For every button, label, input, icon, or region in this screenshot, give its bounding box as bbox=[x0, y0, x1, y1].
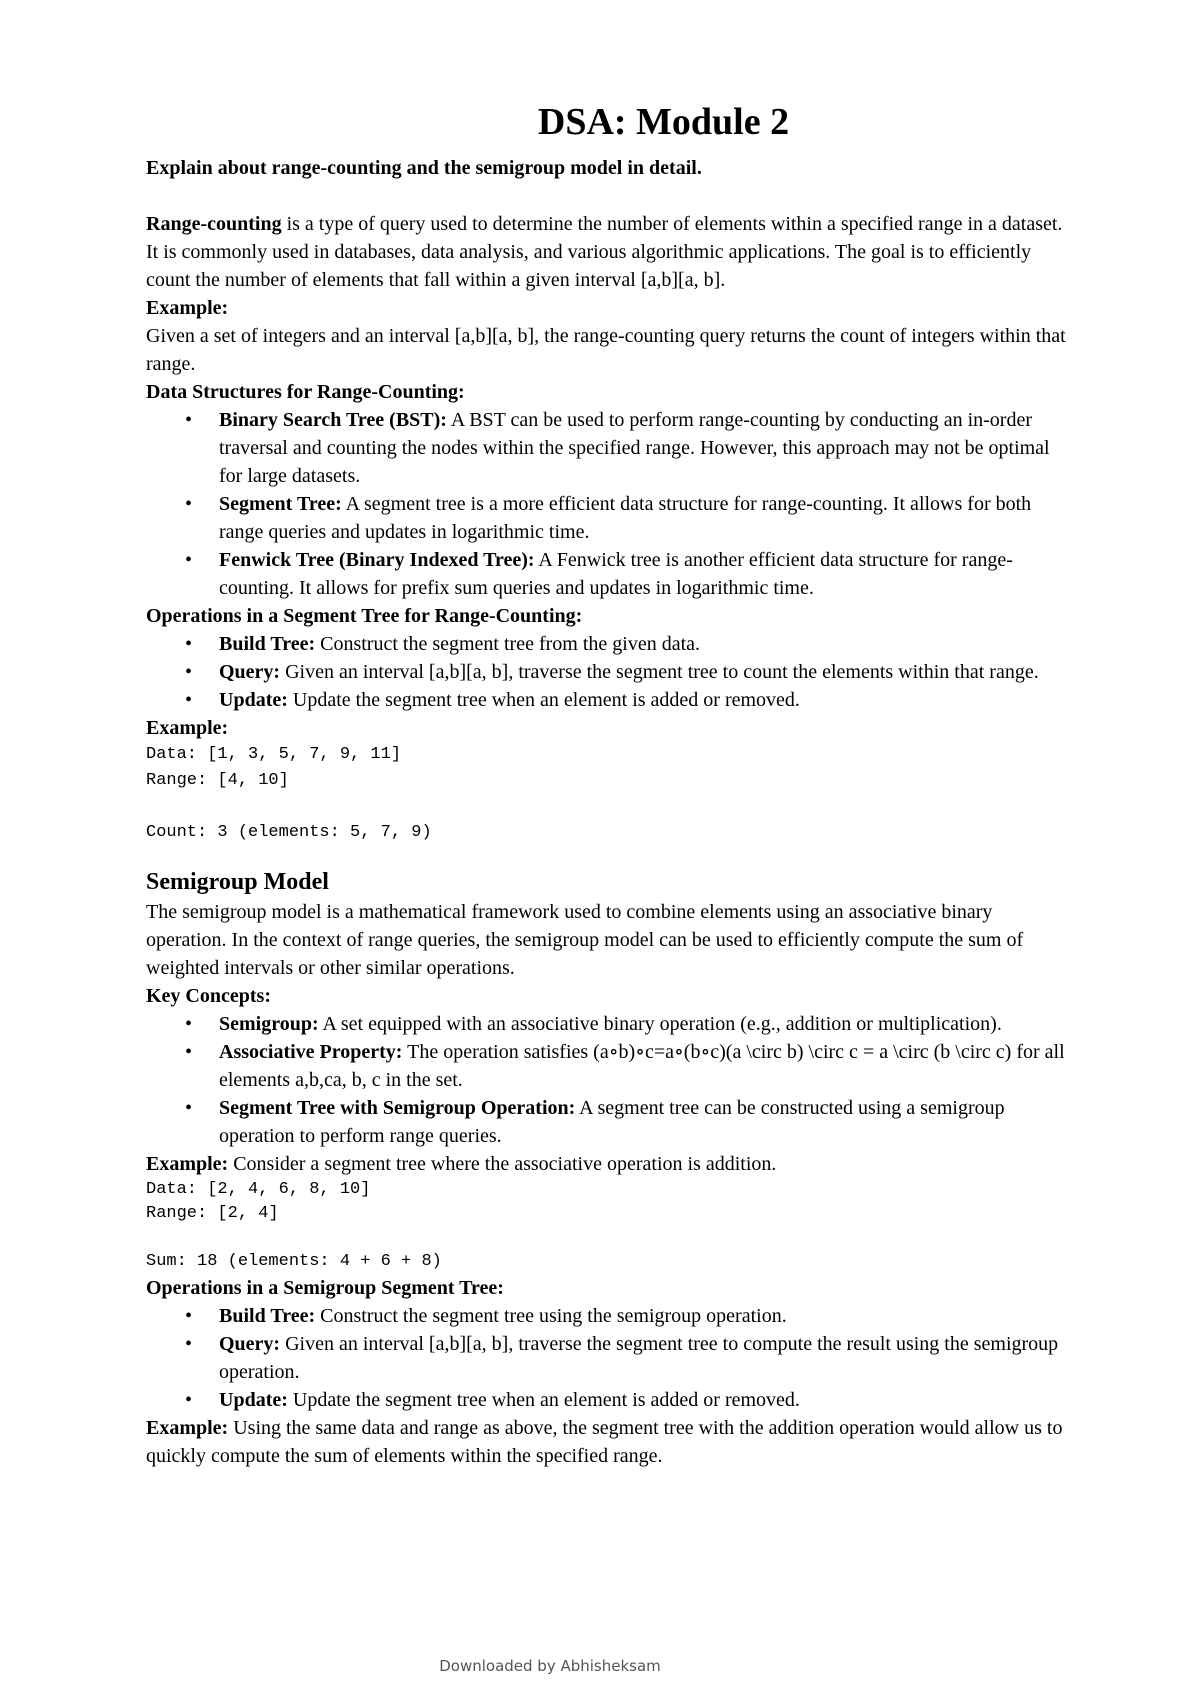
sgops-list bbox=[146, 1302, 1076, 1414]
footer-text: Downloaded by Abhisheksam bbox=[439, 1657, 661, 1675]
code-line: Range: [2, 4] bbox=[146, 1204, 279, 1223]
key-heading: Key Concepts: bbox=[146, 985, 271, 1007]
item-text: Construct the segment tree from the given data. bbox=[315, 633, 701, 655]
ops-heading: Operations in a Segment Tree for Range-Counting: bbox=[146, 605, 583, 627]
item-term: Build Tree: bbox=[219, 1305, 316, 1327]
example4-paragraph bbox=[146, 1414, 1076, 1470]
list-item bbox=[219, 1010, 1076, 1038]
list-item bbox=[219, 490, 1076, 546]
item-term: Build Tree: bbox=[219, 633, 316, 655]
code-line bbox=[146, 1226, 1076, 1250]
list-item bbox=[219, 1386, 1076, 1414]
download-footer bbox=[0, 1657, 1200, 1675]
semigroup-paragraph: The semigroup model is a mathematical framework used to combine elements using an associative binary operation. In the context of range queries, the semigroup model can be used to efficiently compute the sum of weighted intervals or other similar operations. bbox=[146, 901, 1024, 979]
ds-heading: Data Structures for Range-Counting: bbox=[146, 381, 465, 403]
item-text: A set equipped with an associative binary operation (e.g., addition or multiplication). bbox=[318, 1013, 1002, 1035]
list-item bbox=[219, 630, 1076, 658]
intro-term: Range-counting bbox=[146, 213, 282, 235]
list-item bbox=[219, 1038, 1076, 1094]
ops-list bbox=[146, 630, 1076, 714]
example2-label: Example: bbox=[146, 717, 229, 739]
example3-label: Example: bbox=[146, 1153, 229, 1175]
example1-text: Given a set of integers and an interval [a,b][a, b], the range-counting query returns the count of integers within that range. bbox=[146, 325, 1066, 375]
item-text: A BST can be used to perform range-counting by conducting an in-order traversal and counting the nodes within the specified range. However, this approach may not be optimal for large datasets. bbox=[219, 409, 1050, 487]
list-item bbox=[219, 658, 1076, 686]
item-text: Update the segment tree when an element is added or removed. bbox=[287, 1389, 800, 1411]
item-text: A segment tree is a more efficient data structure for range-counting. It allows for both range queries and updates in logarithmic time. bbox=[219, 493, 1032, 543]
question-heading: Explain about range-counting and the semigroup model in detail. bbox=[146, 157, 702, 179]
list-item bbox=[219, 406, 1076, 490]
example4-text: Using the same data and range as above, the segment tree with the addition operation would allow us to quickly compute the sum of elements within the specified range. bbox=[146, 1417, 1063, 1467]
item-term: Binary Search Tree (BST): bbox=[219, 409, 447, 431]
semigroup-heading: Semigroup Model bbox=[146, 869, 329, 895]
list-item bbox=[219, 1330, 1076, 1386]
item-text: Update the segment tree when an element is added or removed. bbox=[287, 689, 800, 711]
code-line: Count: 3 (elements: 5, 7, 9) bbox=[146, 823, 432, 842]
item-term: Fenwick Tree (Binary Indexed Tree): bbox=[219, 549, 535, 571]
code-line bbox=[146, 794, 1076, 820]
sgops-heading: Operations in a Semigroup Segment Tree: bbox=[146, 1277, 504, 1299]
key-list bbox=[146, 1010, 1076, 1150]
item-term: Query: bbox=[219, 661, 281, 683]
code-line: Data: [2, 4, 6, 8, 10] bbox=[146, 1180, 371, 1199]
example1-label: Example: bbox=[146, 297, 229, 319]
item-term: Segment Tree: bbox=[219, 493, 342, 515]
example3-text: Consider a segment tree where the associative operation is addition. bbox=[228, 1153, 777, 1175]
item-text: Given an interval [a,b][a, b], traverse the segment tree to count the elements within that range. bbox=[280, 661, 1039, 683]
item-term: Update: bbox=[219, 689, 288, 711]
item-text: A segment tree can be constructed using a semigroup operation to perform range queries. bbox=[219, 1097, 1005, 1147]
code-block-2 bbox=[146, 1178, 1076, 1274]
item-term: Segment Tree with Semigroup Operation: bbox=[219, 1097, 576, 1119]
list-item bbox=[219, 546, 1076, 602]
item-text: A Fenwick tree is another efficient data structure for range-counting. It allows for prefix sum queries and updates in logarithmic time. bbox=[219, 549, 1013, 599]
list-item bbox=[219, 1302, 1076, 1330]
item-text: Given an interval [a,b][a, b], traverse the segment tree to compute the result using the semigroup operation. bbox=[219, 1333, 1059, 1383]
list-item bbox=[219, 1094, 1076, 1150]
page-title: DSA: Module 2 bbox=[537, 101, 790, 143]
code-line: Range: [4, 10] bbox=[146, 771, 289, 790]
example4-label: Example: bbox=[146, 1417, 229, 1439]
item-text: Construct the segment tree using the semigroup operation. bbox=[315, 1305, 787, 1327]
list-item bbox=[219, 686, 1076, 714]
item-text: The operation satisfies (a∘b)∘c=a∘(b∘c)(a \circ b) \circ c = a \circ (b \circ c) for all elements a,b,ca, b, c in the set. bbox=[219, 1041, 1065, 1091]
item-term: Update: bbox=[219, 1389, 288, 1411]
intro-text: is a type of query used to determine the number of elements within a specified range in a dataset. It is commonly used in databases, data analysis, and various algorithmic applications. The goal is to efficiently count the number of elements that fall within a given interval [a,b][a, b]. bbox=[146, 213, 1063, 291]
intro-paragraph bbox=[146, 210, 1076, 294]
item-term: Query: bbox=[219, 1333, 281, 1355]
ds-list bbox=[146, 406, 1076, 602]
example3-paragraph bbox=[146, 1150, 1076, 1178]
code-line: Sum: 18 (elements: 4 + 6 + 8) bbox=[146, 1252, 442, 1271]
item-term: Semigroup: bbox=[219, 1013, 319, 1035]
item-term: Associative Property: bbox=[219, 1041, 403, 1063]
code-line: Data: [1, 3, 5, 7, 9, 11] bbox=[146, 745, 402, 764]
code-block-1 bbox=[146, 742, 1076, 846]
document-page bbox=[146, 100, 1076, 1470]
